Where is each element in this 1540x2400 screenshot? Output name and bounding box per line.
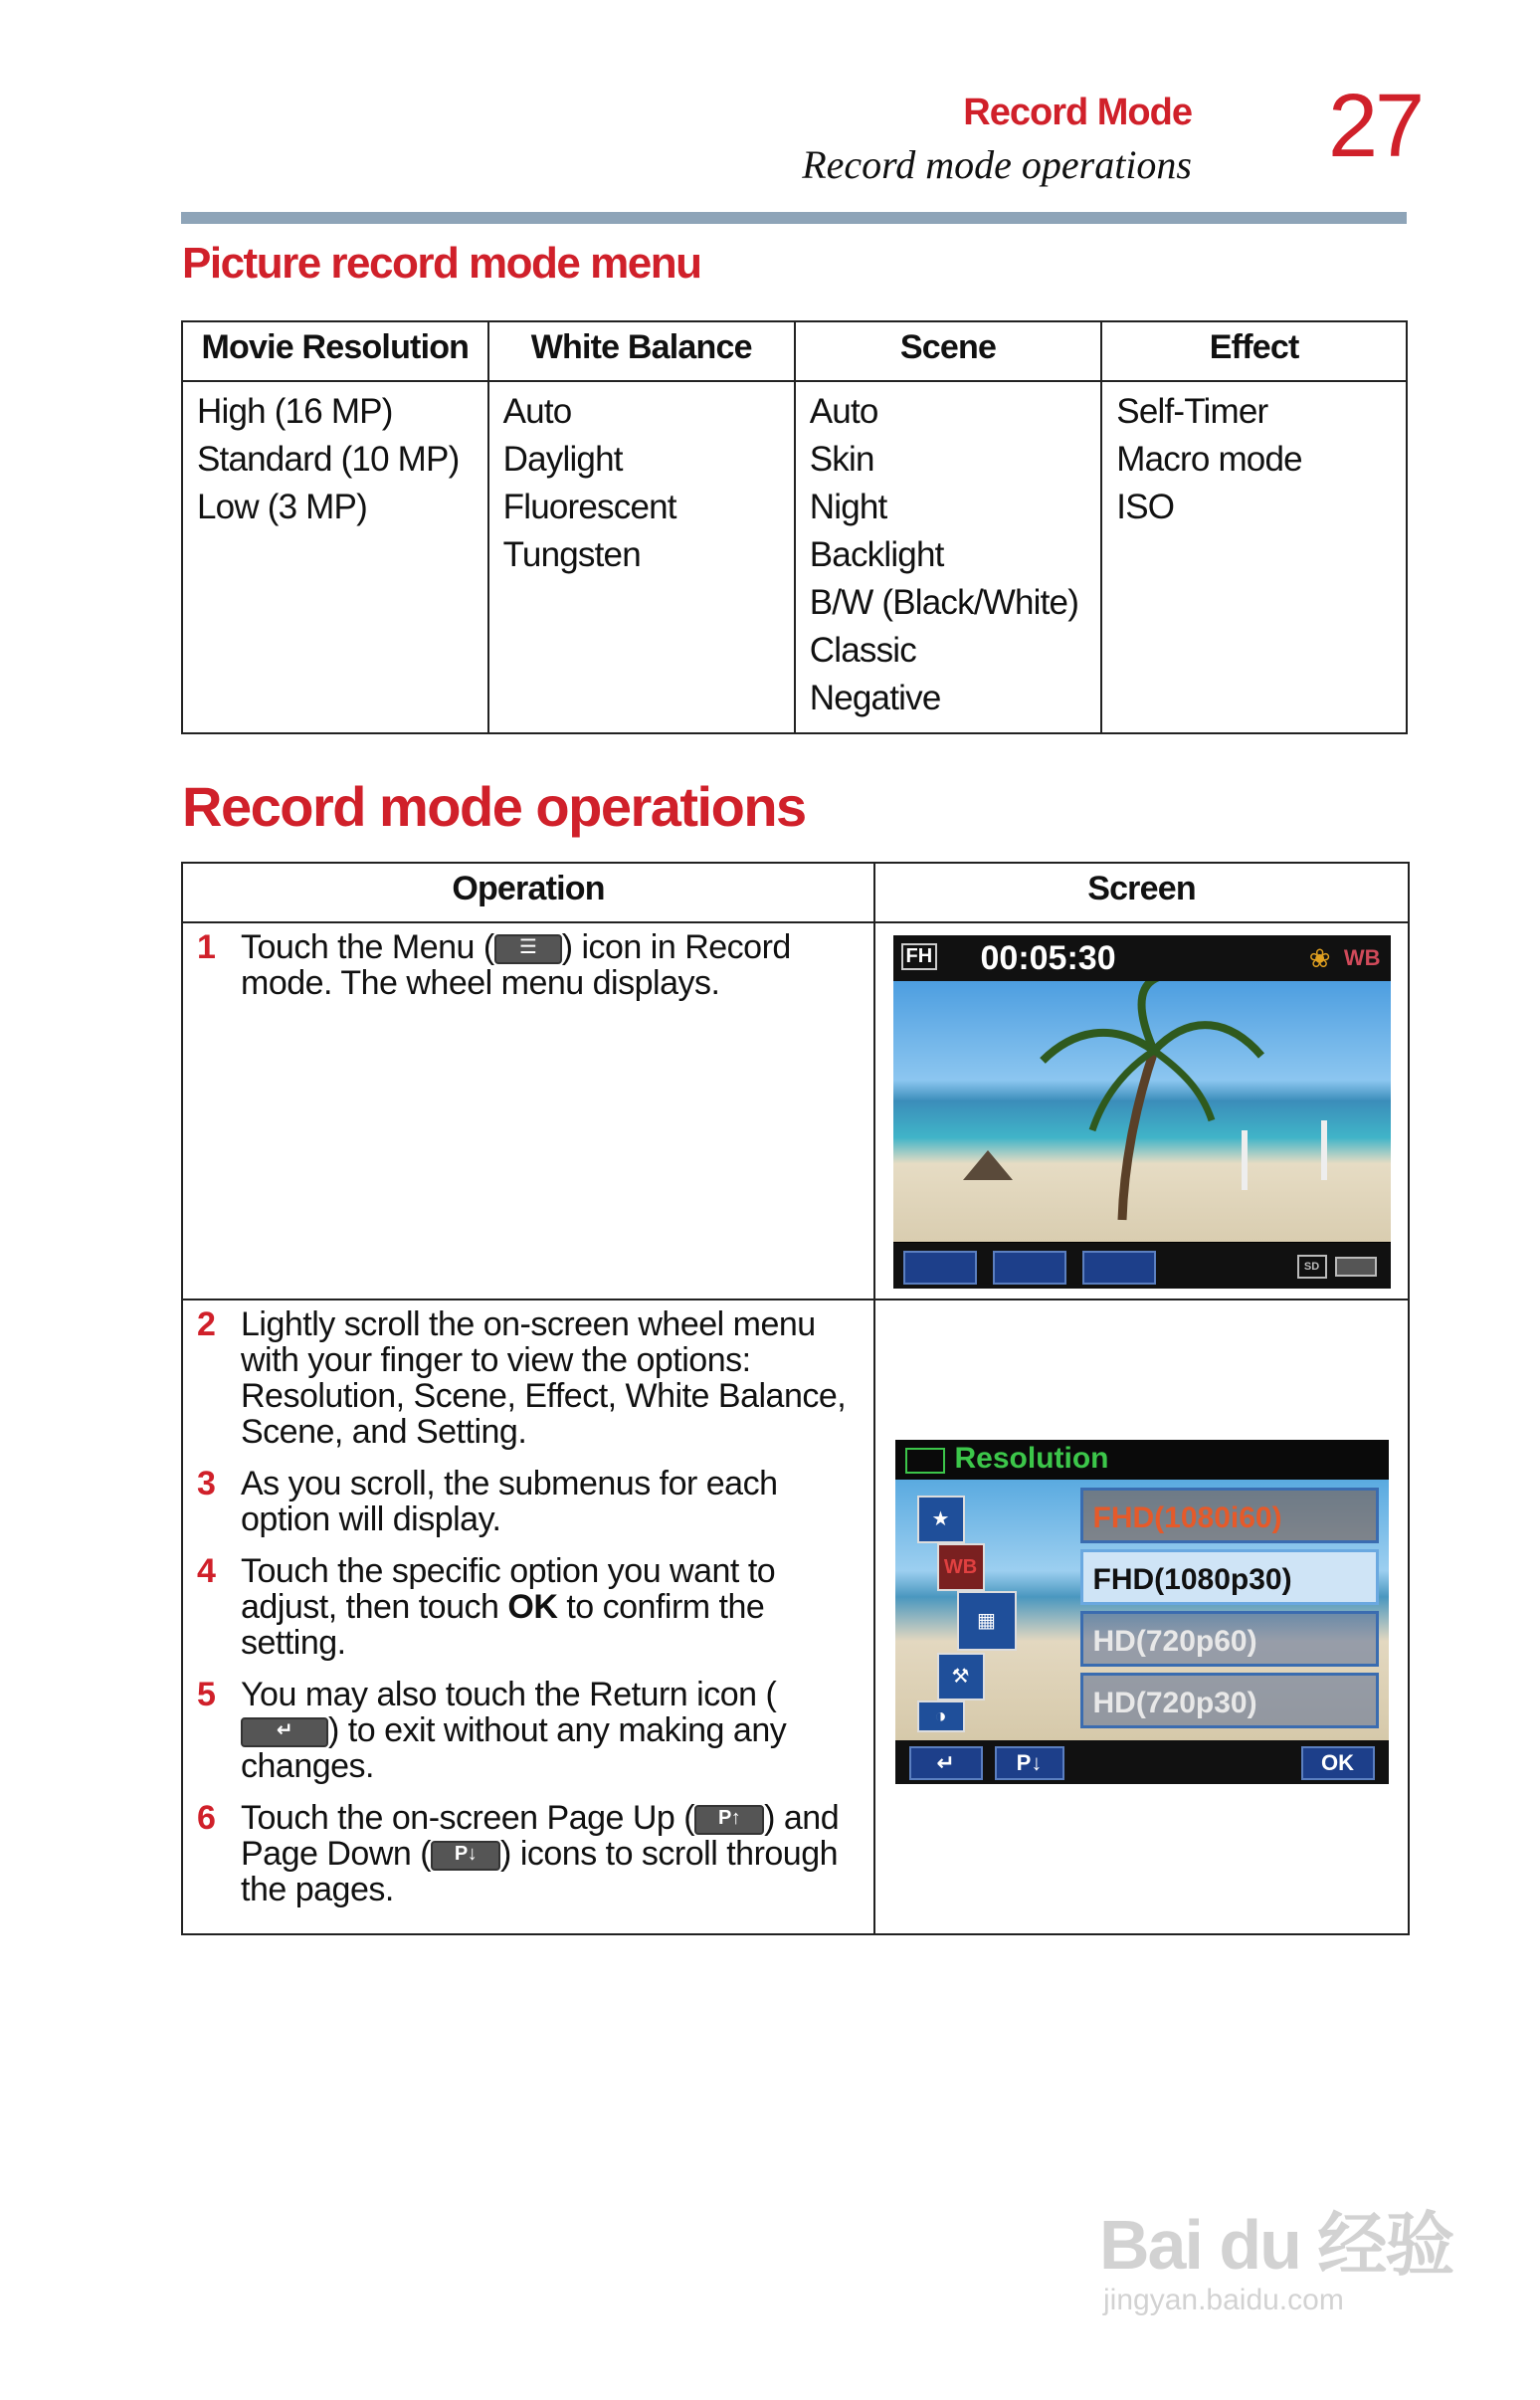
resolution-cell — [182, 381, 488, 733]
video-mode-icon — [905, 1448, 945, 1474]
battery-icon — [1335, 1257, 1377, 1277]
white-balance-option: Auto — [502, 392, 572, 431]
resolution-option: Standard (10 MP) — [197, 440, 460, 479]
palm-tree-icon — [893, 981, 1391, 1242]
resolution-option-1[interactable]: FHD(1080i60) — [1080, 1488, 1379, 1543]
scene-option: Backlight — [809, 535, 944, 574]
menu-table — [181, 320, 1408, 734]
col-header-resolution: Movie Resolution — [182, 321, 488, 381]
effect-icon[interactable]: ◑ — [917, 1700, 965, 1732]
macro-icon: ❀ — [1308, 943, 1331, 973]
white-balance-icon[interactable]: WB — [937, 1543, 985, 1591]
scene-option: B/W (Black/White) — [809, 583, 1079, 622]
step-text: Lightly scroll the on-screen wheel menu with your finger to view the options: Resolution, Scene, Effect, White Balance, Scene, and Setting. — [241, 1305, 847, 1451]
screen-cell — [874, 1300, 1409, 1934]
step-text — [241, 1800, 860, 1907]
header-rule — [181, 212, 1407, 224]
page-up-icon: P↑ — [694, 1805, 764, 1835]
resolution-title: Resolution — [954, 1442, 1109, 1475]
step-number: 6 — [197, 1799, 216, 1837]
step-text-part: Touch the on-screen Page Up ( — [241, 1799, 695, 1837]
resolution-title-bar — [895, 1440, 1389, 1480]
resolution-option-3[interactable]: HD(720p60) — [1080, 1611, 1379, 1667]
step-6 — [197, 1800, 860, 1907]
menu-section-title: Picture record mode menu — [182, 239, 701, 288]
scene-option: Night — [809, 488, 887, 526]
status-bar — [893, 935, 1391, 981]
watermark-brand: Bai du 经验 — [1099, 2206, 1453, 2284]
col-header-operation: Operation — [182, 863, 874, 922]
white-balance-cell — [488, 381, 795, 733]
scene-option: Auto — [809, 392, 878, 431]
ok-label: OK — [507, 1588, 558, 1626]
col-header-white-balance: White Balance — [488, 321, 795, 381]
scene-option: Classic — [809, 631, 916, 670]
effect-option: Macro mode — [1116, 440, 1302, 479]
record-timer: 00:05:30 — [980, 939, 1116, 977]
col-header-scene: Scene — [795, 321, 1102, 381]
resolution-screen — [895, 1440, 1389, 1784]
record-screen — [893, 935, 1391, 1289]
bottom-bar — [895, 1740, 1389, 1784]
playback-button[interactable] — [993, 1251, 1066, 1285]
screen-cell — [874, 922, 1409, 1300]
effect-option: Self-Timer — [1116, 392, 1268, 431]
ops-section-title: Record mode operations — [182, 775, 806, 838]
effect-option: ISO — [1116, 488, 1175, 526]
step-1 — [197, 929, 860, 1001]
header-subsection: Record mode operations — [802, 142, 1192, 187]
resolution-option: High (16 MP) — [197, 392, 393, 431]
operation-cell — [182, 1300, 874, 1934]
step-2 — [197, 1306, 860, 1450]
ops-table-header — [182, 863, 1409, 922]
page-icon-label: P — [454, 1843, 468, 1866]
beach-photo — [893, 981, 1391, 1242]
menu-table-header — [182, 321, 1407, 381]
step-text-part: Touch the Menu ( — [241, 928, 494, 966]
resolution-option-4[interactable]: HD(720p30) — [1080, 1673, 1379, 1728]
operations-table — [181, 862, 1410, 1935]
step-text-part: ) icon in Record mode. The wheel menu displays. — [241, 928, 791, 1002]
ok-button[interactable]: OK — [1301, 1746, 1375, 1780]
scene-option: Skin — [809, 440, 874, 479]
page-number: 27 — [1328, 77, 1423, 176]
sd-card-icon: SD — [1297, 1255, 1327, 1279]
step-3 — [197, 1466, 860, 1537]
menu-icon: ☰ — [494, 934, 562, 964]
resolution-icon[interactable]: ▦ — [957, 1591, 1017, 1651]
step-number: 1 — [197, 928, 216, 966]
step-text-part: ) and Page Down ( — [241, 1799, 840, 1873]
white-balance-option: Tungsten — [502, 535, 641, 574]
step-text-part: to confirm the setting. — [241, 1588, 765, 1662]
step-number: 3 — [197, 1465, 216, 1502]
header-section: Record Mode — [963, 92, 1192, 133]
scene-option: Negative — [809, 679, 941, 717]
scene-cell — [795, 381, 1102, 733]
step-text — [241, 1677, 860, 1784]
page-down-button[interactable]: P↓ — [995, 1746, 1064, 1780]
step-text-part: ) to exit without any making any changes. — [241, 1711, 787, 1785]
step-5 — [197, 1677, 860, 1784]
step-text — [241, 929, 860, 1001]
step-text — [241, 1553, 860, 1661]
resolution-option-2[interactable]: FHD(1080p30) — [1080, 1549, 1379, 1605]
page-button-label: P — [1016, 1750, 1032, 1775]
col-header-screen: Screen — [874, 863, 1409, 922]
operation-cell — [182, 922, 874, 1300]
step-text: As you scroll, the submenus for each option will display. — [241, 1465, 778, 1538]
step-text-part: You may also touch the Return icon ( — [241, 1676, 777, 1713]
settings-icon[interactable]: ⚒ — [937, 1653, 985, 1700]
ops-row-2 — [182, 1300, 1409, 1934]
white-balance-indicator: WB — [1343, 945, 1381, 970]
step-number: 4 — [197, 1552, 216, 1590]
return-icon: ↵ — [241, 1717, 328, 1747]
white-balance-option: Fluorescent — [502, 488, 676, 526]
step-text-part: ) icons to scroll through the pages. — [241, 1835, 839, 1908]
bottom-bar — [893, 1243, 1391, 1289]
white-balance-option: Daylight — [502, 440, 623, 479]
ops-row-1 — [182, 922, 1409, 1300]
step-number: 2 — [197, 1305, 216, 1343]
step-4 — [197, 1553, 860, 1661]
mode-badge: FH — [901, 943, 938, 970]
page-down-icon: P↓ — [431, 1841, 500, 1871]
menu-table-row — [182, 381, 1407, 733]
menu-button[interactable] — [903, 1251, 977, 1285]
scene-icon[interactable]: ★ — [917, 1496, 965, 1543]
watermark-url: jingyan.baidu.com — [1103, 2284, 1344, 2316]
mode-switch-button[interactable] — [1082, 1251, 1156, 1285]
resolution-option: Low (3 MP) — [197, 488, 367, 526]
step-text-part: Touch the specific option you want to adjust, then touch — [241, 1552, 776, 1626]
step-number: 5 — [197, 1676, 216, 1713]
page-icon-label: P — [717, 1807, 731, 1830]
col-header-effect: Effect — [1101, 321, 1407, 381]
baidu-watermark — [1099, 2189, 1452, 2317]
return-button[interactable]: ↵ — [909, 1746, 983, 1780]
effect-cell — [1101, 381, 1407, 733]
